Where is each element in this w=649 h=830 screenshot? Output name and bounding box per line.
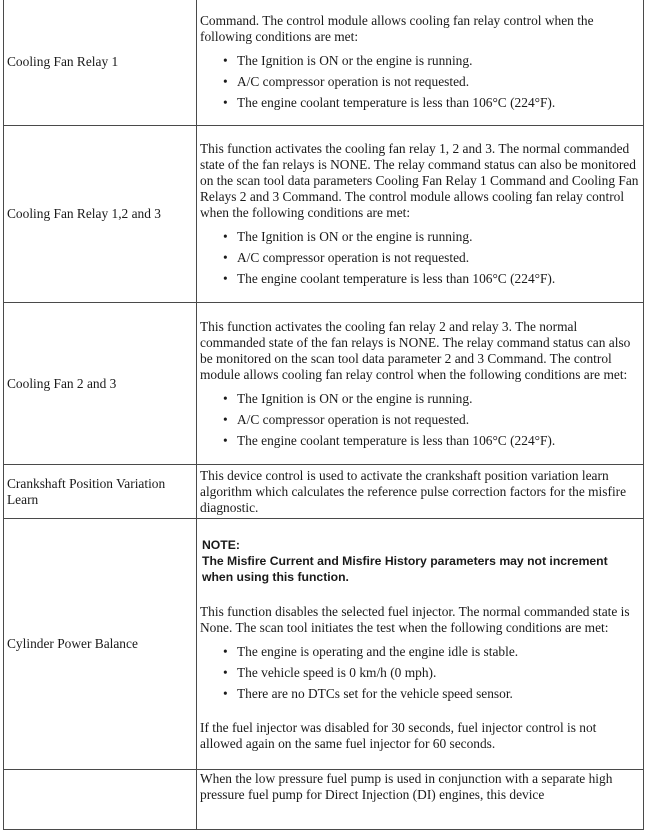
condition-item: • The Ignition is ON or the engine is running. (223, 390, 473, 406)
bullet-icon: • (223, 229, 228, 244)
bullet-icon: • (223, 95, 228, 110)
function-description: Command. The control module allows cooling fan relay control when the following conditions are met: (200, 13, 594, 44)
condition-item: • The Ignition is ON or the engine is running. (223, 229, 473, 244)
bullet-icon: • (223, 411, 228, 427)
note-label: NOTE: (202, 538, 240, 552)
function-description-cell (197, 465, 644, 519)
note-text: The Misfire Current and Misfire History parameters may not increment when using this function. (202, 554, 608, 584)
conditions-list (200, 229, 641, 287)
function-description: This function activates the cooling fan relay 2 and relay 3. The normal commanded state of the fan relays is NONE. The relay command status can also be monitored on the scan tool data parameter 2 and 3 Command. The control module allows cooling fan relay control when the following conditions are met: (200, 318, 631, 382)
function-name: Cylinder Power Balance (4, 519, 197, 770)
conditions-list (200, 644, 641, 702)
condition-item: • The engine is operating and the engine idle is stable. (223, 644, 519, 659)
function-description-cell (197, 0, 644, 126)
condition-item: • The vehicle speed is 0 km/h (0 mph). (223, 665, 437, 680)
function-description: This function activates the cooling fan relay 1, 2 and 3. The normal commanded state of the fan relays is NONE. The relay command status can also be monitored on the scan tool data parameters Cooling Fan Relay 1 Command and Cooling Fan Relays 2 and 3 Command. The control module allows cooling fan relay control when the following conditions are met: (200, 141, 639, 220)
table-row (4, 303, 644, 465)
bullet-icon: • (223, 53, 228, 68)
condition-item: • The engine coolant temperature is less than 106°C (224°F). (223, 271, 556, 286)
function-description-cell (197, 303, 644, 465)
bullet-icon: • (223, 271, 228, 286)
function-description: When the low pressure fuel pump is used in conjunction with a separate high pressure fuel pump for Direct Injection (DI) engines, this device (200, 771, 613, 802)
bullet-icon: • (223, 390, 228, 406)
function-footnote: If the fuel injector was disabled for 30 seconds, fuel injector control is not allowed again on the same fuel injector for 60 seconds. (200, 720, 597, 751)
function-name: Cooling Fan Relay 1,2 and 3 (4, 126, 197, 303)
function-table (3, 0, 644, 830)
condition-item: • A/C compressor operation is not requested. (223, 250, 470, 265)
function-description-cell (197, 126, 644, 303)
table-row (4, 519, 644, 770)
function-name: Cooling Fan 2 and 3 (4, 303, 197, 465)
conditions-list (200, 391, 641, 449)
function-name: Crankshaft Position Variation Learn (4, 465, 197, 519)
function-name: Cooling Fan Relay 1 (4, 0, 197, 126)
bullet-icon: • (223, 686, 228, 701)
condition-item: • The engine coolant temperature is less than 106°C (224°F). (223, 95, 556, 110)
bullet-icon: • (223, 74, 228, 89)
function-description: This function disables the selected fuel injector. The normal commanded state is None. The scan tool initiates the test when the following conditions are met: (200, 604, 630, 635)
condition-item: • A/C compressor operation is not requested. (223, 74, 470, 89)
table-row (4, 465, 644, 519)
function-name (4, 770, 197, 830)
table-row (4, 770, 644, 830)
conditions-list (200, 53, 641, 111)
bullet-icon: • (223, 665, 228, 680)
bullet-icon: • (223, 432, 228, 448)
condition-item: • The Ignition is ON or the engine is running. (223, 53, 473, 68)
table-row (4, 0, 644, 126)
condition-item: • The engine coolant temperature is less than 106°C (224°F). (223, 432, 556, 448)
table-row (4, 126, 644, 303)
condition-item: • There are no DTCs set for the vehicle speed sensor. (223, 686, 513, 701)
function-description: This device control is used to activate the crankshaft position variation learn algorithm which calculates the reference pulse correction factors for the misfire diagnostic. (200, 467, 627, 515)
condition-item: • A/C compressor operation is not requested. (223, 411, 470, 427)
bullet-icon: • (223, 250, 228, 265)
function-description-cell (197, 519, 644, 770)
function-description-cell (197, 770, 644, 830)
bullet-icon: • (223, 644, 228, 659)
